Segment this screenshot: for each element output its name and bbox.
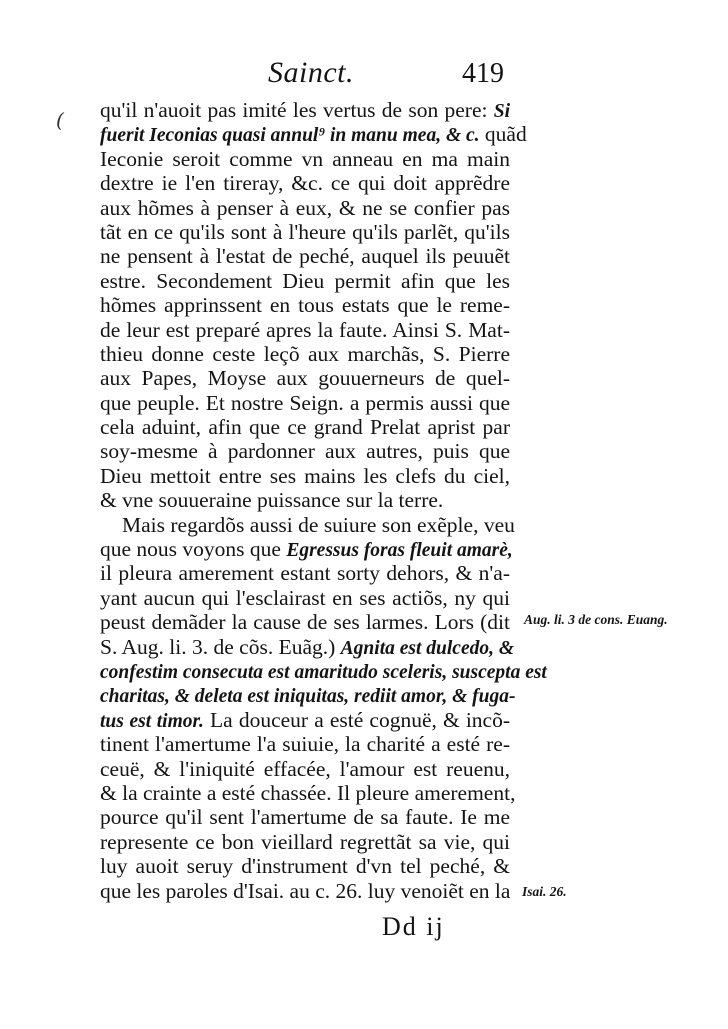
text-line <box>100 122 527 147</box>
text-line <box>100 854 510 878</box>
text-segment: & la crainte a esté chassée. Il pleure amerement, <box>100 780 516 805</box>
text-line <box>100 318 510 342</box>
text-segment: Mais regardõs aussi de suiure son exẽple, veu <box>122 512 515 537</box>
text-segment: il pleura amerement estant sorty dehors, & n'a- <box>100 561 510 586</box>
text-line <box>100 464 510 488</box>
latin-quotation: fuerit Ieconias quasi annul⁹ in manu mea, & c. <box>100 125 480 147</box>
text-line <box>100 415 510 439</box>
text-segment: tãt en ce qu'ils sont à l'heure qu'ils parlẽt, qu'ils <box>100 219 510 244</box>
text-line <box>100 780 516 805</box>
text-segment: que les paroles d'Isai. au c. 26. luy venoiẽt en la <box>100 878 511 903</box>
text-line <box>100 634 515 659</box>
text-line <box>100 879 510 903</box>
text-line <box>100 610 510 634</box>
text-line <box>100 293 510 317</box>
text-segment: tinent l'amertume l'a suiuie, la charité a esté re- <box>100 732 510 757</box>
running-title: Sainct. <box>268 56 354 89</box>
text-segment: aux Papes, Moyse aux gouuerneurs de quel- <box>100 366 510 391</box>
text-line <box>100 537 513 562</box>
text-segment: La douceur a esté cognuë, & incõ- <box>203 707 511 732</box>
margin-note-augustine: Aug. li. 3 de cons. Euang. <box>524 612 668 627</box>
text-line <box>100 683 516 708</box>
latin-quotation: tus est timor. <box>100 710 204 732</box>
text-line <box>100 391 510 415</box>
text-line <box>100 488 510 512</box>
text-segment: Ieconie seroit comme vn anneau en ma main <box>100 146 510 171</box>
text-segment: pource qu'il sent l'amertume de sa faute. Ie me <box>100 805 510 830</box>
text-segment: ne pensent à l'estat de peché, auquel ils peuuẽt <box>100 244 510 269</box>
text-line <box>100 561 510 585</box>
text-segment: dextre ie l'en tireray, &c. ce qui doit apprẽdre <box>100 171 510 196</box>
text-segment: hõmes apprinssent en tous estats que le reme- <box>100 293 510 318</box>
text-segment: & vne souueraine puissance sur la terre. <box>100 488 444 513</box>
text-segment: estre. Secondement Dieu permit afin que les <box>100 268 510 293</box>
text-line <box>100 732 510 756</box>
latin-quotation: confestim consecuta est amaritudo sceleris, suscepta est <box>100 661 547 683</box>
text-segment: quãd <box>479 122 527 147</box>
text-segment: yant aucun qui l'esclairast en ses actiõs, ny qui <box>100 585 510 610</box>
text-line <box>100 269 510 293</box>
text-segment: cela aduint, afin que ce grand Prelat aprist par <box>100 415 510 440</box>
text-segment: represente ce bon vieillard regrettãt sa vie, qui <box>100 829 510 854</box>
text-line <box>100 244 510 268</box>
text-line <box>100 98 510 122</box>
text-segment: aux hõmes à penser à eux, & ne se confier pas <box>100 195 510 220</box>
text-line <box>100 512 515 537</box>
text-line <box>100 439 510 463</box>
text-line <box>100 708 510 732</box>
signature-mark: Dd ij <box>382 912 445 941</box>
text-line <box>100 586 510 610</box>
latin-quotation: Si <box>493 101 510 122</box>
margin-bracket-mark: ( <box>56 108 64 132</box>
text-segment: thieu donne ceste leçõ aux marchãs, S. Pierre <box>100 341 510 366</box>
latin-quotation: Egressus foras fleuit amarè, <box>286 540 513 562</box>
latin-quotation: charitas, & deleta est iniquitas, rediit amor, & fuga- <box>100 686 516 708</box>
margin-note-isaiah: Isai. 26. <box>522 884 567 899</box>
text-line <box>100 220 510 244</box>
text-line <box>100 830 510 854</box>
text-line <box>100 366 510 390</box>
text-line <box>100 196 510 220</box>
page-number: 419 <box>462 58 504 89</box>
text-segment: S. Aug. li. 3. de cõs. Euãg.) <box>100 634 341 659</box>
text-segment: ceuë, & l'iniquité effacée, l'amour est reuenu, <box>100 756 510 781</box>
text-segment: soy-mesme à pardonner aux autres, puis que <box>100 439 510 464</box>
text-line <box>100 171 510 195</box>
latin-quotation: Agnita est dulcedo, & <box>340 637 515 659</box>
text-segment: luy auoit seruy d'instrument d'vn tel peché, & <box>100 854 510 879</box>
text-segment: que nous voyons que <box>100 537 287 562</box>
text-line <box>100 342 510 366</box>
text-segment: Dieu mettoit entre ses mains les clefs du ciel, <box>100 463 510 488</box>
text-segment: qu'il n'auoit pas imité les vertus de son pere: <box>100 98 494 122</box>
text-segment: peust demãder la cause de ses larmes. Lors (dit <box>100 610 510 635</box>
text-segment: de leur est preparé apres la faute. Ainsi S. Mat- <box>100 317 510 342</box>
text-line <box>100 147 510 171</box>
text-segment: que peuple. Et nostre Seign. a permis aussi que <box>100 390 510 415</box>
text-line <box>100 757 510 781</box>
text-line <box>100 805 510 829</box>
text-line <box>100 659 547 683</box>
